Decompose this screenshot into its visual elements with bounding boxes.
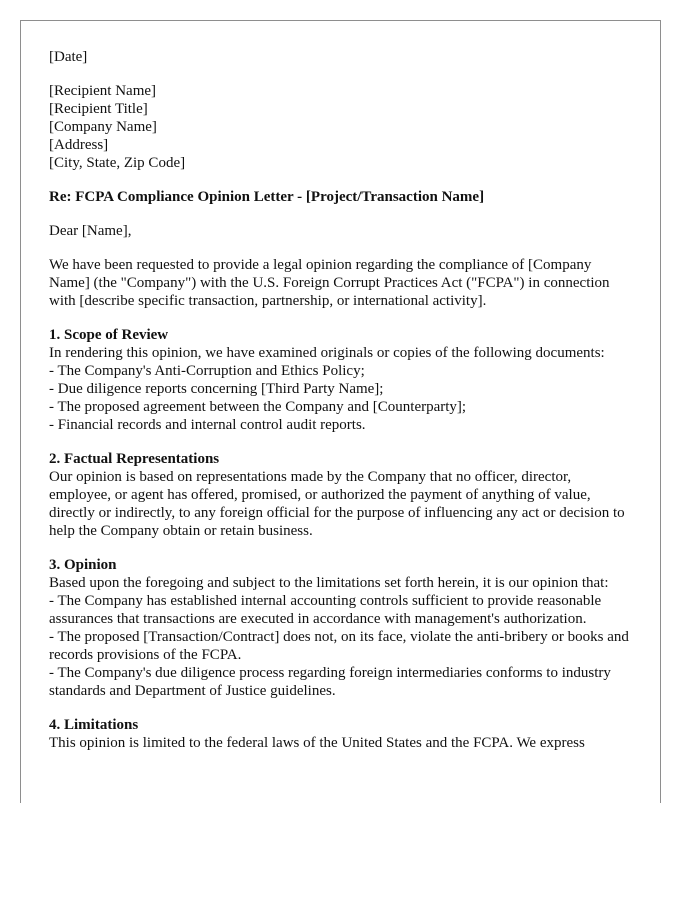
section-title: 4. Limitations bbox=[49, 717, 139, 733]
section-title: 3. Opinion bbox=[49, 557, 117, 573]
list-item: - The Company's Anti-Corruption and Ethics Policy; bbox=[49, 363, 365, 379]
salutation: Dear [Name], bbox=[49, 223, 132, 239]
section-text: Based upon the foregoing and subject to the limitations set forth herein, it is our opinion that: bbox=[49, 575, 609, 591]
intro-paragraph: We have been requested to provide a legal opinion regarding the compliance of [Company Name] (the "Company") with the U.S. Foreign Corrupt Practices Act ("FCPA") in connection with [describe specific transaction, partnership, or international activity]. bbox=[49, 257, 610, 309]
recipient-name: [Recipient Name] bbox=[49, 83, 157, 99]
section-title: 1. Scope of Review bbox=[49, 327, 169, 343]
recipient-address-block bbox=[49, 82, 635, 172]
letter-page bbox=[20, 20, 661, 803]
list-item: - The proposed agreement between the Company and [Counterparty]; bbox=[49, 399, 467, 415]
section-text: This opinion is limited to the federal laws of the United States and the FCPA. We express bbox=[49, 735, 585, 751]
section-scope-of-review bbox=[49, 326, 635, 434]
recipient-company: [Company Name] bbox=[49, 119, 157, 135]
list-item: - Due diligence reports concerning [Third Party Name]; bbox=[49, 381, 384, 397]
section-title: 2. Factual Representations bbox=[49, 451, 220, 467]
section-factual-representations bbox=[49, 450, 635, 540]
date-block bbox=[49, 48, 635, 66]
list-item: - The proposed [Transaction/Contract] does not, on its face, violate the anti-bribery or books and records provisions of the FCPA. bbox=[49, 629, 629, 663]
recipient-title: [Recipient Title] bbox=[49, 101, 148, 117]
section-text: Our opinion is based on representations made by the Company that no officer, director, employee, or agent has offered, promised, or authorized the payment of anything of value, directly or indirectly, to any foreign official for the purpose of influencing any act or decision to help the Company obtain or retain business. bbox=[49, 469, 625, 539]
list-item: - The Company's due diligence process regarding foreign intermediaries conforms to industry standards and Department of Justice guidelines. bbox=[49, 665, 611, 699]
letter-date: [Date] bbox=[49, 49, 88, 65]
recipient-address: [Address] bbox=[49, 137, 109, 153]
letter-content bbox=[49, 48, 635, 768]
subject-line: Re: FCPA Compliance Opinion Letter - [Project/Transaction Name] bbox=[49, 189, 485, 205]
opinion-list bbox=[49, 592, 635, 700]
section-opinion bbox=[49, 556, 635, 700]
section-text: In rendering this opinion, we have examined originals or copies of the following documents: bbox=[49, 345, 605, 361]
list-item: - Financial records and internal control audit reports. bbox=[49, 417, 366, 433]
section-limitations bbox=[49, 716, 635, 752]
document-list bbox=[49, 362, 635, 434]
recipient-city-state-zip: [City, State, Zip Code] bbox=[49, 155, 186, 171]
list-item: - The Company has established internal accounting controls sufficient to provide reasonable assurances that transactions are executed in accordance with management's authorization. bbox=[49, 593, 602, 627]
